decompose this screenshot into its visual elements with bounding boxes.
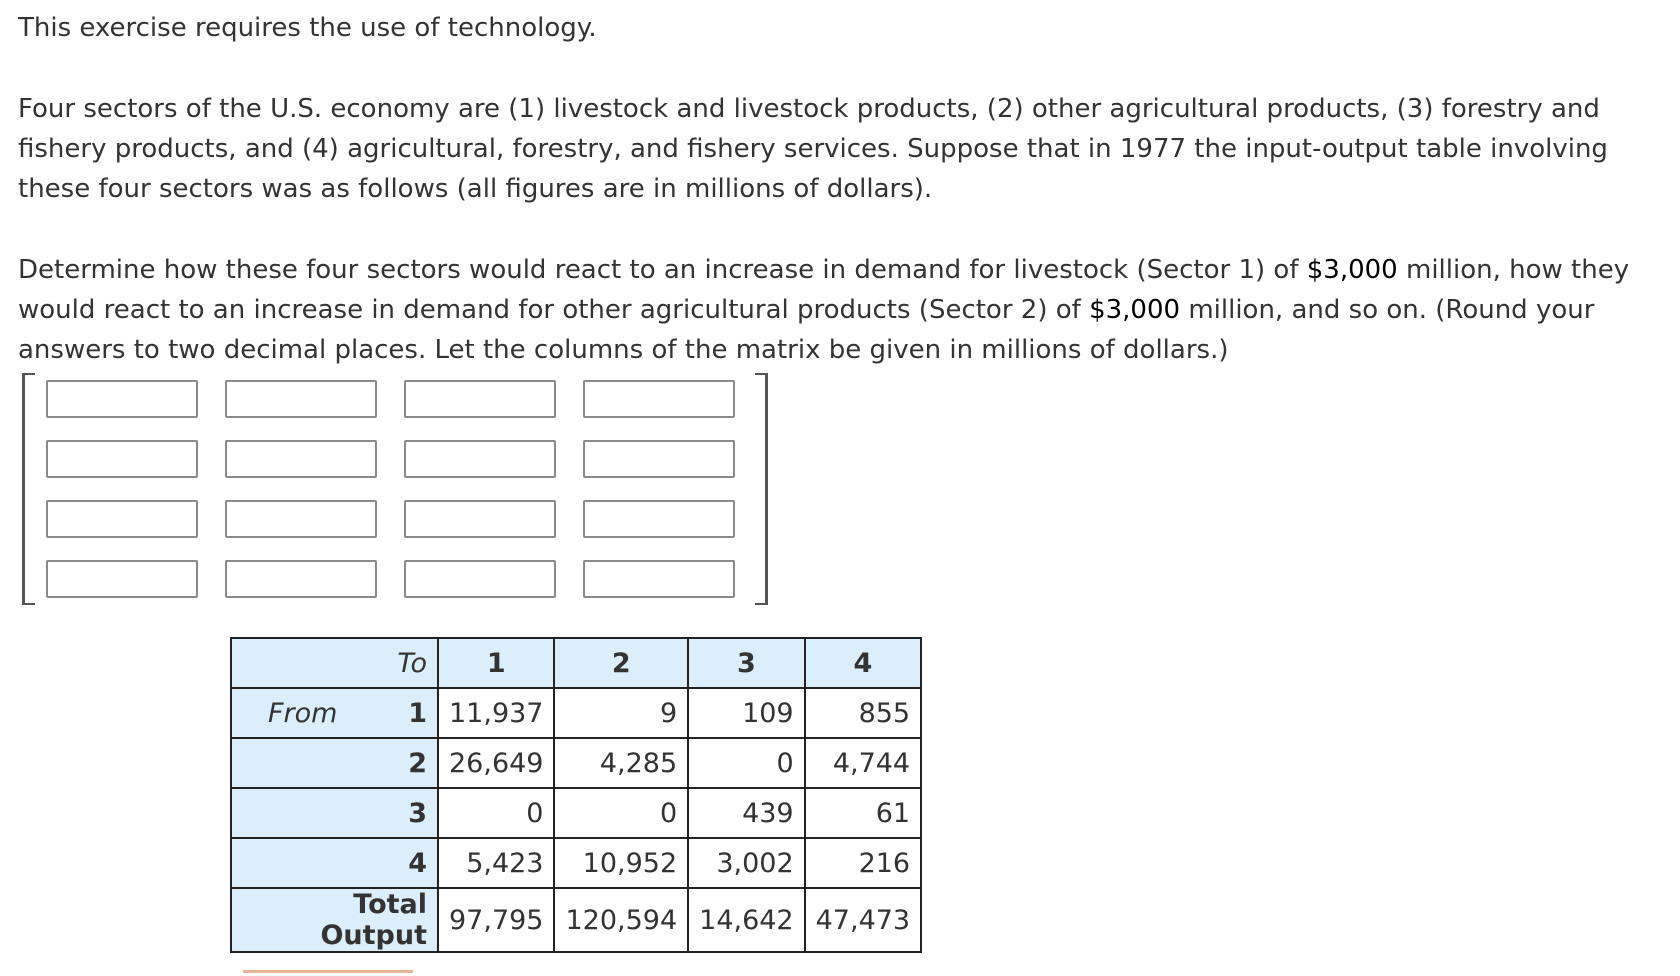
table-cell: 109 — [688, 688, 804, 738]
to-header-cell — [231, 638, 438, 688]
question-prompt — [18, 250, 1673, 370]
matrix-left-bracket — [22, 373, 35, 605]
matrix-cell-r2-c3[interactable] — [404, 440, 556, 478]
table-cell: 10,952 — [554, 838, 688, 888]
table-row — [231, 688, 921, 738]
from-label: From — [268, 697, 338, 729]
table-cell: 0 — [438, 788, 554, 838]
table-cell: 11,937 — [438, 688, 554, 738]
total-output-cell: 97,795 — [438, 888, 554, 952]
matrix-cell-r2-c1[interactable] — [46, 440, 198, 478]
exercise-intro: This exercise requires the use of technology. — [18, 13, 597, 43]
total-output-cell: 14,642 — [688, 888, 804, 952]
table-cell: 9 — [554, 688, 688, 738]
prompt-text-2: million, how they would react to an increase in demand for other agricultural products (Sector 2) of — [18, 255, 1630, 325]
total-output-cell: 47,473 — [805, 888, 921, 952]
column-header-3: 3 — [688, 638, 804, 688]
sectors-description: Four sectors of the U.S. economy are (1) livestock and livestock products, (2) other agricultural products, (3) forestry and fishery products, and (4) agricultural, forestry, and fishery services. Suppose that in 1977 the input-output table involving these four sectors was as follows (all figures are in millions of dollars). — [18, 94, 1608, 204]
matrix-cell-r3-c2[interactable] — [225, 500, 377, 538]
row-label-2: 2 — [231, 738, 438, 788]
row-label-3: 3 — [231, 788, 438, 838]
table-cell: 5,423 — [438, 838, 554, 888]
table-cell: 3,002 — [688, 838, 804, 888]
input-output-table — [230, 637, 922, 953]
prompt-text-1: Determine how these four sectors would react to an increase in demand for livestock (Sector 1) of — [18, 255, 1307, 285]
table-cell: 0 — [688, 738, 804, 788]
matrix-cell-r2-c4[interactable] — [583, 440, 735, 478]
row-label-cell — [231, 688, 438, 738]
table-row — [231, 838, 921, 888]
matrix-cell-r1-c4[interactable] — [583, 380, 735, 418]
matrix-cell-r1-c2[interactable] — [225, 380, 377, 418]
partial-button-edge — [243, 970, 413, 973]
table-cell: 61 — [805, 788, 921, 838]
demand-amount-1: $3,000 — [1306, 255, 1398, 285]
to-label: To — [397, 647, 427, 679]
row-label-4: 4 — [231, 838, 438, 888]
matrix-cell-r4-c2[interactable] — [225, 560, 377, 598]
total-output-row — [231, 888, 921, 952]
matrix-cell-r4-c4[interactable] — [583, 560, 735, 598]
table-cell: 26,649 — [438, 738, 554, 788]
table-cell: 4,744 — [805, 738, 921, 788]
matrix-cell-r3-c1[interactable] — [46, 500, 198, 538]
matrix-cell-r4-c3[interactable] — [404, 560, 556, 598]
matrix-cell-r1-c1[interactable] — [46, 380, 198, 418]
table-cell: 0 — [554, 788, 688, 838]
demand-amount-2: $3,000 — [1089, 295, 1181, 325]
table-cell: 4,285 — [554, 738, 688, 788]
table-cell: 439 — [688, 788, 804, 838]
answer-matrix — [18, 373, 762, 605]
column-header-1: 1 — [438, 638, 554, 688]
table-row — [231, 788, 921, 838]
matrix-cell-r3-c3[interactable] — [404, 500, 556, 538]
matrix-cell-r3-c4[interactable] — [583, 500, 735, 538]
matrix-cell-r4-c1[interactable] — [46, 560, 198, 598]
matrix-cell-r1-c3[interactable] — [404, 380, 556, 418]
table-header-row — [231, 638, 921, 688]
table-cell: 216 — [805, 838, 921, 888]
table-cell: 855 — [805, 688, 921, 738]
column-header-2: 2 — [554, 638, 688, 688]
table-row — [231, 738, 921, 788]
row-label-1: 1 — [408, 697, 427, 729]
total-output-label: Total Output — [231, 888, 438, 952]
total-output-cell: 120,594 — [554, 888, 688, 952]
matrix-right-bracket — [755, 373, 768, 605]
column-header-4: 4 — [805, 638, 921, 688]
matrix-cell-r2-c2[interactable] — [225, 440, 377, 478]
prompt-text-3: million, and so on. (Round your answers to two decimal places. Let the columns of the matrix be given in millions of dollars.) — [18, 295, 1595, 365]
